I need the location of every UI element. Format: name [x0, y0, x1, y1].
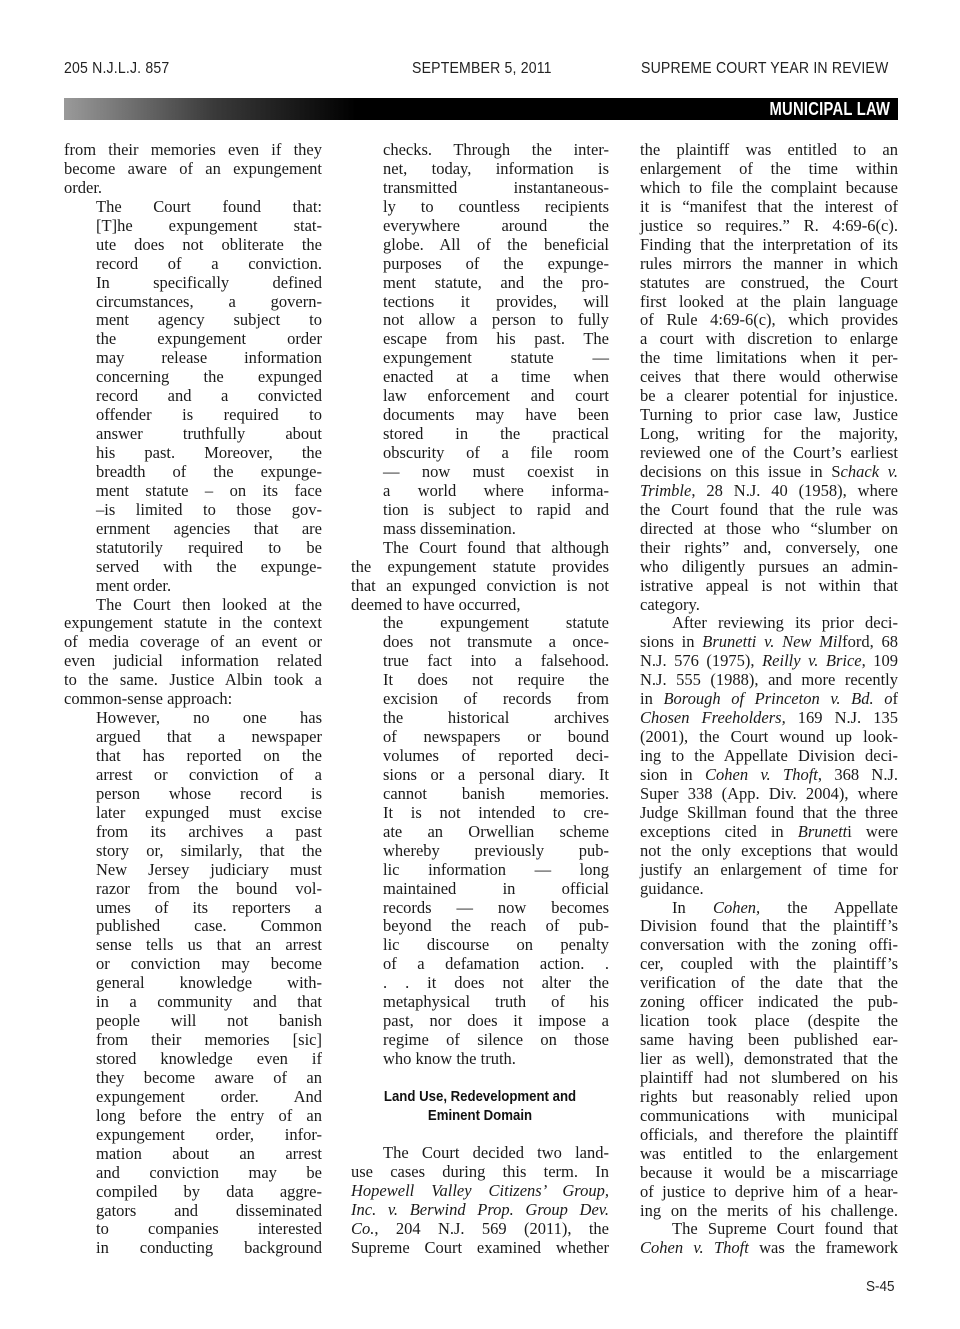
text-line: expungement statute in the context: [64, 613, 322, 633]
text-line: Division found that the plaintiff’s: [640, 916, 898, 936]
text-line: ceives that there would otherwise: [640, 367, 898, 387]
text-line: net, today, information is: [383, 158, 609, 178]
text-line: enacted at a time when: [383, 367, 609, 387]
text-line: a world where informa-: [383, 480, 609, 500]
text-line: It does not require the: [383, 670, 609, 690]
text-line: not allow a person to fully: [383, 310, 609, 330]
text-line: Co., 204 N.J. 569 (2011), the: [351, 1218, 609, 1238]
section-title: MUNICIPAL LAW: [769, 99, 890, 119]
text-line: circumstances, a govern-: [96, 291, 322, 311]
text-line: mation about an arrest: [96, 1143, 322, 1163]
text-line: ment agency subject to: [96, 310, 322, 330]
text-line: the time limitations when it per-: [640, 348, 898, 368]
text-line: breadth of the expunge-: [96, 461, 322, 481]
text-line: the expungement order: [96, 329, 322, 349]
text-line: answer truthfully about: [96, 424, 322, 444]
text-line: tion is subject to rapid and: [383, 499, 609, 519]
text-line: The Court found that although: [383, 537, 609, 557]
text-line: plaintiff had not slumbered on his: [640, 1067, 898, 1087]
text-line: justice so requires.” R. 4:69-6(c).: [640, 215, 898, 235]
text-line: ute does not obliterate the: [96, 234, 322, 254]
text-line: from their memories [sic]: [96, 1030, 322, 1050]
text-line: of newspapers or bound: [383, 727, 609, 747]
text-column-2-continued: [351, 1144, 609, 1258]
text-line: argued that a newspaper: [96, 727, 322, 747]
text-line: not the only exceptions that would: [640, 840, 898, 860]
text-line: Trimble, 28 N.J. 40 (1958), where: [640, 480, 898, 500]
text-line: ment order.: [96, 575, 172, 595]
text-line: — now must coexist in: [383, 461, 609, 481]
text-line: Chosen Freeholders, 169 N.J. 135: [640, 708, 898, 728]
text-line: record of a conviction.: [96, 253, 322, 273]
text-line: the plaintiff was entitled to an: [640, 140, 898, 159]
text-line: concerning the expunged: [96, 367, 322, 387]
text-line: ate an Orwellian scheme: [383, 821, 609, 841]
text-line: cer, coupled with the plaintiff’s: [640, 954, 898, 974]
text-line: volumes of reported deci-: [383, 746, 609, 765]
text-line: same having been published ear-: [640, 1030, 898, 1050]
text-line: Hopewell Valley Citizens’ Group,: [351, 1180, 609, 1200]
text-line: even judicial information related: [64, 651, 322, 671]
text-line: first looked at the plain language: [640, 291, 898, 311]
text-line: zoning officer indicated the pub-: [640, 992, 898, 1012]
text-line: statutes are construed, the Court: [640, 272, 898, 292]
text-line: sion in Cohen v. Thoft, 368 N.J.: [640, 764, 898, 784]
text-line: ment statute – on its face: [96, 480, 322, 500]
text-line: that an expunged conviction is not: [351, 575, 609, 595]
text-line: metaphysical truth of his: [383, 992, 609, 1012]
text-line: his past. Moreover, the: [96, 443, 322, 462]
text-line: N.J. 555 (1988), and more recently: [640, 670, 898, 690]
text-line: that has reported on the: [96, 746, 322, 765]
text-line: and conviction may be: [96, 1162, 322, 1182]
text-line: The Court then looked at the: [96, 594, 322, 614]
text-line: obscurity of a file room: [383, 443, 609, 462]
text-line: enlargement of the time within: [640, 158, 898, 178]
text-line: common-sense approach:: [64, 689, 233, 709]
text-line: razor from the bound vol-: [96, 878, 322, 898]
text-line: officials, and therefore the plaintiff: [640, 1124, 898, 1144]
text-line: in Borough of Princeton v. Bd. of: [640, 689, 898, 709]
text-line: Finding that the interpretation of its: [640, 234, 898, 254]
running-header-citation: 205 N.J.L.J. 857: [64, 60, 170, 77]
text-line: rights but reasonably relied upon: [640, 1086, 898, 1106]
text-line: sions or a personal diary. It: [383, 764, 609, 784]
text-line: lication took place (despite the: [640, 1011, 898, 1031]
text-line: communications with municipal: [640, 1105, 898, 1125]
text-line: stored in the practical: [383, 424, 609, 444]
text-line: justify an enlargement of time for: [640, 859, 898, 879]
text-line: was entitled to the enlargement: [640, 1143, 898, 1163]
text-line: long before the entry of an: [96, 1105, 322, 1125]
text-line: which to file the complaint because: [640, 177, 898, 197]
text-column-1: [64, 141, 322, 1258]
text-line: lic information — long: [383, 859, 609, 879]
text-line: person whose record is: [96, 783, 322, 803]
text-line: the expungement statute provides: [351, 556, 609, 576]
text-line: whereby previously pub-: [383, 840, 609, 860]
text-line: or conviction may become: [96, 954, 322, 974]
text-line: use cases during this term. In: [351, 1161, 609, 1181]
text-line: Supreme Court examined whether: [351, 1237, 609, 1257]
text-line: a court with discretion to enlarge: [640, 329, 898, 349]
text-line: because it would be a miscarriage: [640, 1162, 898, 1182]
text-line: transmitted instantaneous-: [383, 177, 609, 197]
text-line: deemed to have occurred,: [351, 594, 521, 614]
text-line: to companies interested: [96, 1219, 322, 1239]
text-line: stored knowledge even if: [96, 1049, 322, 1068]
text-line: purposes of the expunge-: [383, 253, 609, 273]
text-line: (2001), the Court wound up look-: [640, 727, 898, 747]
text-line: their rights” and, conversely, one: [640, 537, 898, 557]
text-line: to the same. Justice Albin took a: [64, 670, 322, 690]
text-line: expungement order, infor-: [96, 1124, 322, 1144]
text-line: the historical archives: [383, 708, 609, 728]
running-header-publication: SUPREME COURT YEAR IN REVIEW: [641, 60, 889, 77]
text-line: category.: [640, 594, 700, 614]
text-line: ing to the Appellate Division deci-: [640, 746, 898, 765]
text-line: they become aware of an: [96, 1067, 322, 1087]
text-line: documents may have been: [383, 405, 609, 425]
text-line: the Court found that the rule was: [640, 499, 898, 519]
subheading: [351, 1087, 609, 1125]
text-line: compiled by data aggre-: [96, 1181, 322, 1201]
text-line: expungement statute —: [383, 348, 609, 368]
text-line: N.J. 576 (1975), Reilly v. Brice, 109: [640, 651, 899, 671]
text-column-3: [640, 141, 898, 1258]
text-line: escape from his past. The: [383, 329, 609, 349]
text-line: tections it provides, will: [383, 291, 609, 311]
text-line: people will not banish: [96, 1011, 322, 1031]
text-line: conversation with the zoning offi-: [640, 935, 898, 955]
text-line: cannot banish memories.: [383, 783, 609, 803]
text-line: story or, similarly, that the: [96, 840, 322, 860]
text-line: beyond the reach of pub-: [383, 916, 609, 936]
text-line: checks. Through the inter-: [383, 140, 609, 159]
text-line: of justice to deprive him of a hear-: [640, 1181, 898, 1201]
text-line: in a community and that: [96, 992, 322, 1012]
text-line: In specifically defined: [96, 272, 322, 292]
text-line: Cohen v. Thoft was the framework: [640, 1238, 898, 1258]
text-line: Turning to prior case law, Justice: [640, 405, 898, 425]
text-line: In Cohen, the Appellate: [672, 897, 899, 917]
text-line: directed at those who “slumber on: [640, 518, 898, 538]
text-line: from their memories even if they: [64, 140, 322, 159]
text-line: ment statute, and the pro-: [383, 272, 609, 292]
page-number: S-45: [866, 1278, 895, 1295]
text-line: However, no one has: [96, 708, 322, 728]
text-line: past, nor does it impose a: [383, 1011, 609, 1031]
text-line: become aware of an expungement: [64, 158, 322, 178]
text-line: Long, writing for the majority,: [640, 424, 898, 444]
text-line: the expungement statute: [383, 613, 609, 633]
text-line: The Court found that:: [96, 196, 322, 216]
text-line: Judge Skillman found that the three: [640, 802, 898, 822]
text-line: sions in Brunetti v. New Milford, 68: [640, 632, 898, 652]
text-line: from its archives a past: [96, 821, 322, 841]
text-line: true fact into a falsehood.: [383, 651, 609, 671]
text-line: regime of silence on those: [383, 1030, 609, 1050]
text-line: The Court decided two land-: [383, 1143, 609, 1162]
text-line: globe. All of the beneficial: [383, 234, 609, 254]
text-line: reviewed one of the Court’s earliest: [640, 443, 898, 462]
text-line: it is “manifest that the interest of: [640, 196, 898, 216]
text-line: ing on the merits of his challenge.: [640, 1200, 898, 1220]
text-line: lic discourse on penalty: [383, 935, 609, 955]
text-line: verification of the date that the: [640, 973, 898, 993]
text-line: records — now becomes: [383, 897, 609, 917]
text-line: later expunged must excise: [96, 802, 322, 822]
text-line: may release information: [96, 348, 322, 368]
text-line: arrest or conviction of a: [96, 764, 322, 784]
text-line: everywhere around the: [383, 215, 609, 235]
text-line: umes of its reporters a: [96, 897, 322, 917]
text-line: expungement order. And: [96, 1086, 322, 1106]
text-line: istrative appeal is not within that: [640, 575, 898, 595]
subheading-line: Land Use, Redevelopment and: [383, 1088, 577, 1105]
text-line: law enforcement and court: [383, 386, 609, 406]
subheading-line: Eminent Domain: [427, 1107, 533, 1124]
text-line: guidance.: [640, 878, 704, 898]
text-line: mass dissemination.: [383, 518, 516, 538]
text-line: record and a convicted: [96, 386, 322, 406]
text-line: served with the expunge-: [96, 556, 322, 576]
text-line: who know the truth.: [383, 1049, 516, 1068]
text-line: does not transmute a once-: [383, 632, 609, 652]
text-line: exceptions cited in Brunetti were: [640, 821, 898, 841]
text-line: decisions on this issue in Schack v.: [640, 461, 898, 481]
text-line: ly to countless recipients: [383, 196, 609, 216]
text-line: New Jersey judiciary must: [96, 859, 322, 879]
text-line: ernment agencies that are: [96, 518, 322, 538]
section-banner: [64, 98, 898, 120]
text-line: lier as well), demonstrated that the: [640, 1049, 898, 1068]
text-line: of a defamation action. .: [383, 954, 609, 974]
text-line: . . it does not alter the: [383, 973, 609, 993]
text-line: order.: [64, 177, 103, 197]
text-line: published case. Common: [96, 916, 322, 936]
text-line: rules mirrors the manner in which: [640, 253, 898, 273]
text-line: of Rule 4:69-6(c), which provides: [640, 310, 898, 330]
text-line: maintained in official: [383, 878, 609, 898]
text-column-2: [351, 141, 609, 1069]
text-line: be a clearer potential for injustice.: [640, 386, 898, 406]
text-line: in conducting background: [96, 1238, 322, 1258]
text-line: Super 338 (App. Div. 2004), where: [640, 783, 898, 803]
text-line: general knowledge with-: [96, 973, 322, 993]
text-line: It is not intended to cre-: [383, 802, 609, 822]
text-line: After reviewing its prior deci-: [672, 613, 898, 633]
text-line: [T]he expungement stat-: [96, 215, 322, 235]
text-line: –is limited to those gov-: [96, 499, 322, 519]
text-line: The Supreme Court found that: [672, 1219, 898, 1239]
text-line: sense tells us that an arrest: [96, 935, 322, 955]
running-header-date: SEPTEMBER 5, 2011: [412, 60, 552, 77]
text-line: offender is required to: [96, 405, 322, 425]
text-line: excision of records from: [383, 689, 609, 709]
text-line: gators and disseminated: [96, 1200, 322, 1220]
text-line: statutorily required to be: [96, 537, 322, 557]
text-line: who diligently pursues an admin-: [640, 556, 898, 576]
text-line: Inc. v. Berwind Prop. Group Dev.: [351, 1199, 609, 1219]
text-line: of media coverage of an event or: [64, 632, 322, 652]
